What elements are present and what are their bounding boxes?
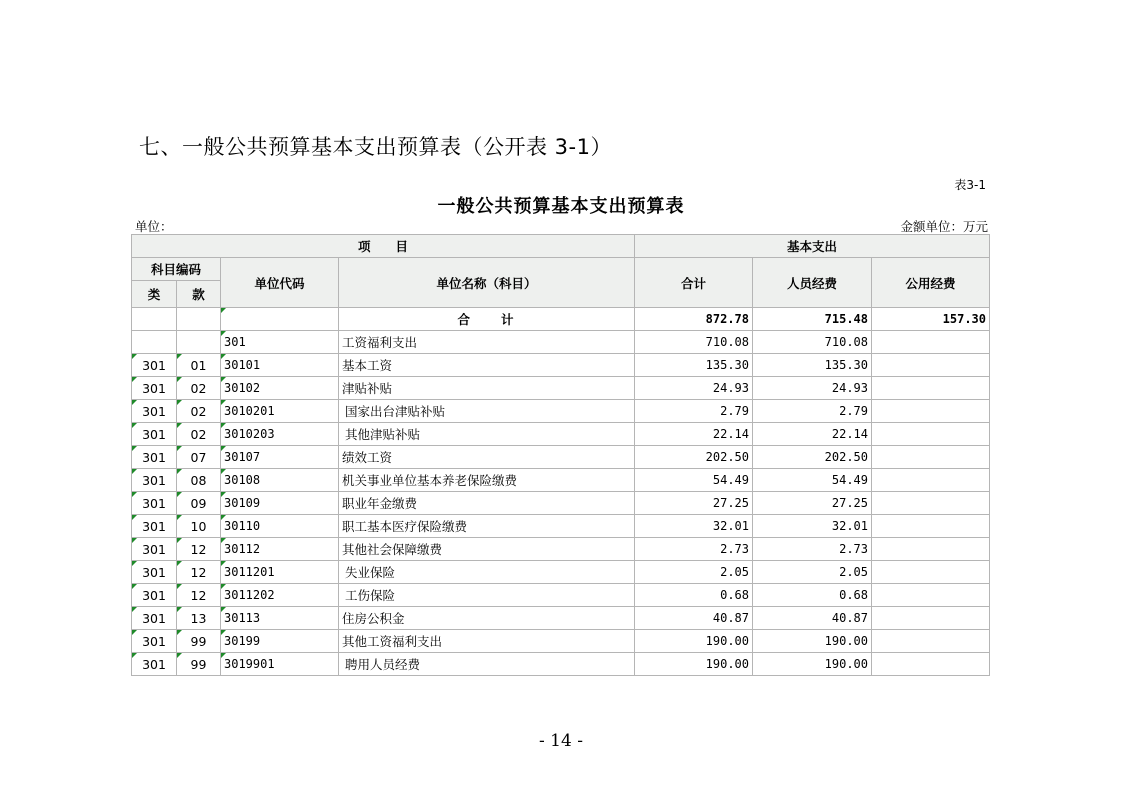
- lei-cell: 301: [132, 607, 177, 630]
- lei-cell: 301: [132, 538, 177, 561]
- unit-code-cell: 301: [221, 331, 339, 354]
- unit-code-cell: 30107: [221, 446, 339, 469]
- header-basic-expense: 基本支出: [635, 235, 990, 258]
- table-row: [132, 400, 990, 423]
- lei-cell: 301: [132, 492, 177, 515]
- table-row: [132, 630, 990, 653]
- total-cell: 135.30: [635, 354, 753, 377]
- unit-name-cell: 津贴补贴: [339, 377, 635, 400]
- kuan-cell: 07: [177, 446, 221, 469]
- table-row: [132, 515, 990, 538]
- kuan-cell: 08: [177, 469, 221, 492]
- unit-name-cell: 工资福利支出: [339, 331, 635, 354]
- unit-code-cell: 3010201: [221, 400, 339, 423]
- unit-code-cell: 30110: [221, 515, 339, 538]
- unit-name-cell: 其他津贴补贴: [339, 423, 635, 446]
- total-cell: 2.73: [635, 538, 753, 561]
- total-code-cell: [221, 308, 339, 331]
- header-personnel: 人员经费: [753, 258, 872, 308]
- total-cell: 710.08: [635, 331, 753, 354]
- total-cell: 40.87: [635, 607, 753, 630]
- table-title: 一般公共预算基本支出预算表: [437, 196, 685, 217]
- table-row: [132, 538, 990, 561]
- unit-label: 单位：: [135, 219, 173, 234]
- lei-cell: 301: [132, 377, 177, 400]
- lei-cell: 301: [132, 469, 177, 492]
- total-cell: 2.79: [635, 400, 753, 423]
- personnel-cell: 2.05: [753, 561, 872, 584]
- table-row: [132, 446, 990, 469]
- unit-code-cell: 30102: [221, 377, 339, 400]
- unit-name-cell: 职业年金缴费: [339, 492, 635, 515]
- kuan-cell: 12: [177, 538, 221, 561]
- public-cell: [872, 354, 990, 377]
- total-cell: 190.00: [635, 630, 753, 653]
- unit-code-cell: 3011201: [221, 561, 339, 584]
- unit-name-cell: 职工基本医疗保险缴费: [339, 515, 635, 538]
- public-cell: [872, 446, 990, 469]
- table-row: [132, 331, 990, 354]
- public-cell: [872, 561, 990, 584]
- header-kuan: 款: [177, 281, 221, 308]
- lei-cell: 301: [132, 354, 177, 377]
- header-public: 公用经费: [872, 258, 990, 308]
- personnel-cell: 54.49: [753, 469, 872, 492]
- public-cell: [872, 492, 990, 515]
- total-cell: 190.00: [635, 653, 753, 676]
- unit-name-cell: 国家出台津贴补贴: [339, 400, 635, 423]
- kuan-cell: 09: [177, 492, 221, 515]
- page-number: - 14 -: [539, 731, 583, 751]
- section-title: 七、一般公共预算基本支出预算表（公开表 3-1）: [139, 135, 612, 159]
- table-row: [132, 653, 990, 676]
- total-cell: 24.93: [635, 377, 753, 400]
- personnel-cell: 22.14: [753, 423, 872, 446]
- total-cell: 27.25: [635, 492, 753, 515]
- header-lei: 类: [132, 281, 177, 308]
- table-row: [132, 469, 990, 492]
- personnel-cell: 710.08: [753, 331, 872, 354]
- lei-cell: 301: [132, 584, 177, 607]
- unit-name-cell: 机关事业单位基本养老保险缴费: [339, 469, 635, 492]
- unit-code-cell: 3011202: [221, 584, 339, 607]
- total-personnel: 715.48: [753, 308, 872, 331]
- kuan-cell: 02: [177, 423, 221, 446]
- unit-name-cell: 绩效工资: [339, 446, 635, 469]
- lei-cell: 301: [132, 653, 177, 676]
- total-cell: 0.68: [635, 584, 753, 607]
- personnel-cell: 2.73: [753, 538, 872, 561]
- table-row: [132, 584, 990, 607]
- unit-code-cell: 30199: [221, 630, 339, 653]
- total-cell: 202.50: [635, 446, 753, 469]
- kuan-cell: 02: [177, 377, 221, 400]
- personnel-cell: 190.00: [753, 630, 872, 653]
- total-kuan-cell: [177, 308, 221, 331]
- kuan-cell: 10: [177, 515, 221, 538]
- header-subject-code: 科目编码: [132, 258, 221, 281]
- unit-code-cell: 30113: [221, 607, 339, 630]
- unit-name-cell: 聘用人员经费: [339, 653, 635, 676]
- total-cell: 54.49: [635, 469, 753, 492]
- personnel-cell: 2.79: [753, 400, 872, 423]
- unit-name-cell: 其他工资福利支出: [339, 630, 635, 653]
- lei-cell: [132, 331, 177, 354]
- public-cell: [872, 584, 990, 607]
- personnel-cell: 202.50: [753, 446, 872, 469]
- lei-cell: 301: [132, 400, 177, 423]
- amount-unit-label: 金额单位：万元: [900, 219, 988, 234]
- kuan-cell: 99: [177, 630, 221, 653]
- total-cell: 2.05: [635, 561, 753, 584]
- personnel-cell: 40.87: [753, 607, 872, 630]
- total-lei-cell: [132, 308, 177, 331]
- public-cell: [872, 653, 990, 676]
- table-row: [132, 492, 990, 515]
- lei-cell: 301: [132, 423, 177, 446]
- public-cell: [872, 400, 990, 423]
- personnel-cell: 0.68: [753, 584, 872, 607]
- personnel-cell: 27.25: [753, 492, 872, 515]
- lei-cell: 301: [132, 515, 177, 538]
- lei-cell: 301: [132, 446, 177, 469]
- unit-name-cell: 工伤保险: [339, 584, 635, 607]
- public-cell: [872, 423, 990, 446]
- personnel-cell: 32.01: [753, 515, 872, 538]
- public-cell: [872, 630, 990, 653]
- personnel-cell: 24.93: [753, 377, 872, 400]
- kuan-cell: [177, 331, 221, 354]
- unit-name-cell: 基本工资: [339, 354, 635, 377]
- unit-name-cell: 住房公积金: [339, 607, 635, 630]
- public-cell: [872, 515, 990, 538]
- total-cell: 32.01: [635, 515, 753, 538]
- lei-cell: 301: [132, 630, 177, 653]
- table-row: [132, 607, 990, 630]
- kuan-cell: 12: [177, 584, 221, 607]
- kuan-cell: 01: [177, 354, 221, 377]
- public-cell: [872, 607, 990, 630]
- table-row: [132, 561, 990, 584]
- total-label: 合 计: [339, 308, 635, 331]
- public-cell: [872, 377, 990, 400]
- total-row: [132, 308, 990, 331]
- personnel-cell: 135.30: [753, 354, 872, 377]
- table-row: [132, 354, 990, 377]
- unit-code-cell: 30101: [221, 354, 339, 377]
- total-cell: 22.14: [635, 423, 753, 446]
- unit-code-cell: 3019901: [221, 653, 339, 676]
- table-row: [132, 423, 990, 446]
- header-unit-code: 单位代码: [221, 258, 339, 308]
- kuan-cell: 13: [177, 607, 221, 630]
- public-cell: [872, 331, 990, 354]
- budget-table: [131, 234, 990, 676]
- header-project: 项 目: [132, 235, 635, 258]
- unit-code-cell: 3010203: [221, 423, 339, 446]
- public-cell: [872, 469, 990, 492]
- header-unit-name: 单位名称（科目）: [339, 258, 635, 308]
- kuan-cell: 02: [177, 400, 221, 423]
- unit-name-cell: 其他社会保障缴费: [339, 538, 635, 561]
- unit-code-cell: 30112: [221, 538, 339, 561]
- personnel-cell: 190.00: [753, 653, 872, 676]
- table-number: 表3-1: [954, 178, 986, 192]
- lei-cell: 301: [132, 561, 177, 584]
- kuan-cell: 12: [177, 561, 221, 584]
- total-public: 157.30: [872, 308, 990, 331]
- public-cell: [872, 538, 990, 561]
- unit-name-cell: 失业保险: [339, 561, 635, 584]
- kuan-cell: 99: [177, 653, 221, 676]
- table-row: [132, 377, 990, 400]
- header-total: 合计: [635, 258, 753, 308]
- unit-code-cell: 30109: [221, 492, 339, 515]
- total-amount: 872.78: [635, 308, 753, 331]
- unit-code-cell: 30108: [221, 469, 339, 492]
